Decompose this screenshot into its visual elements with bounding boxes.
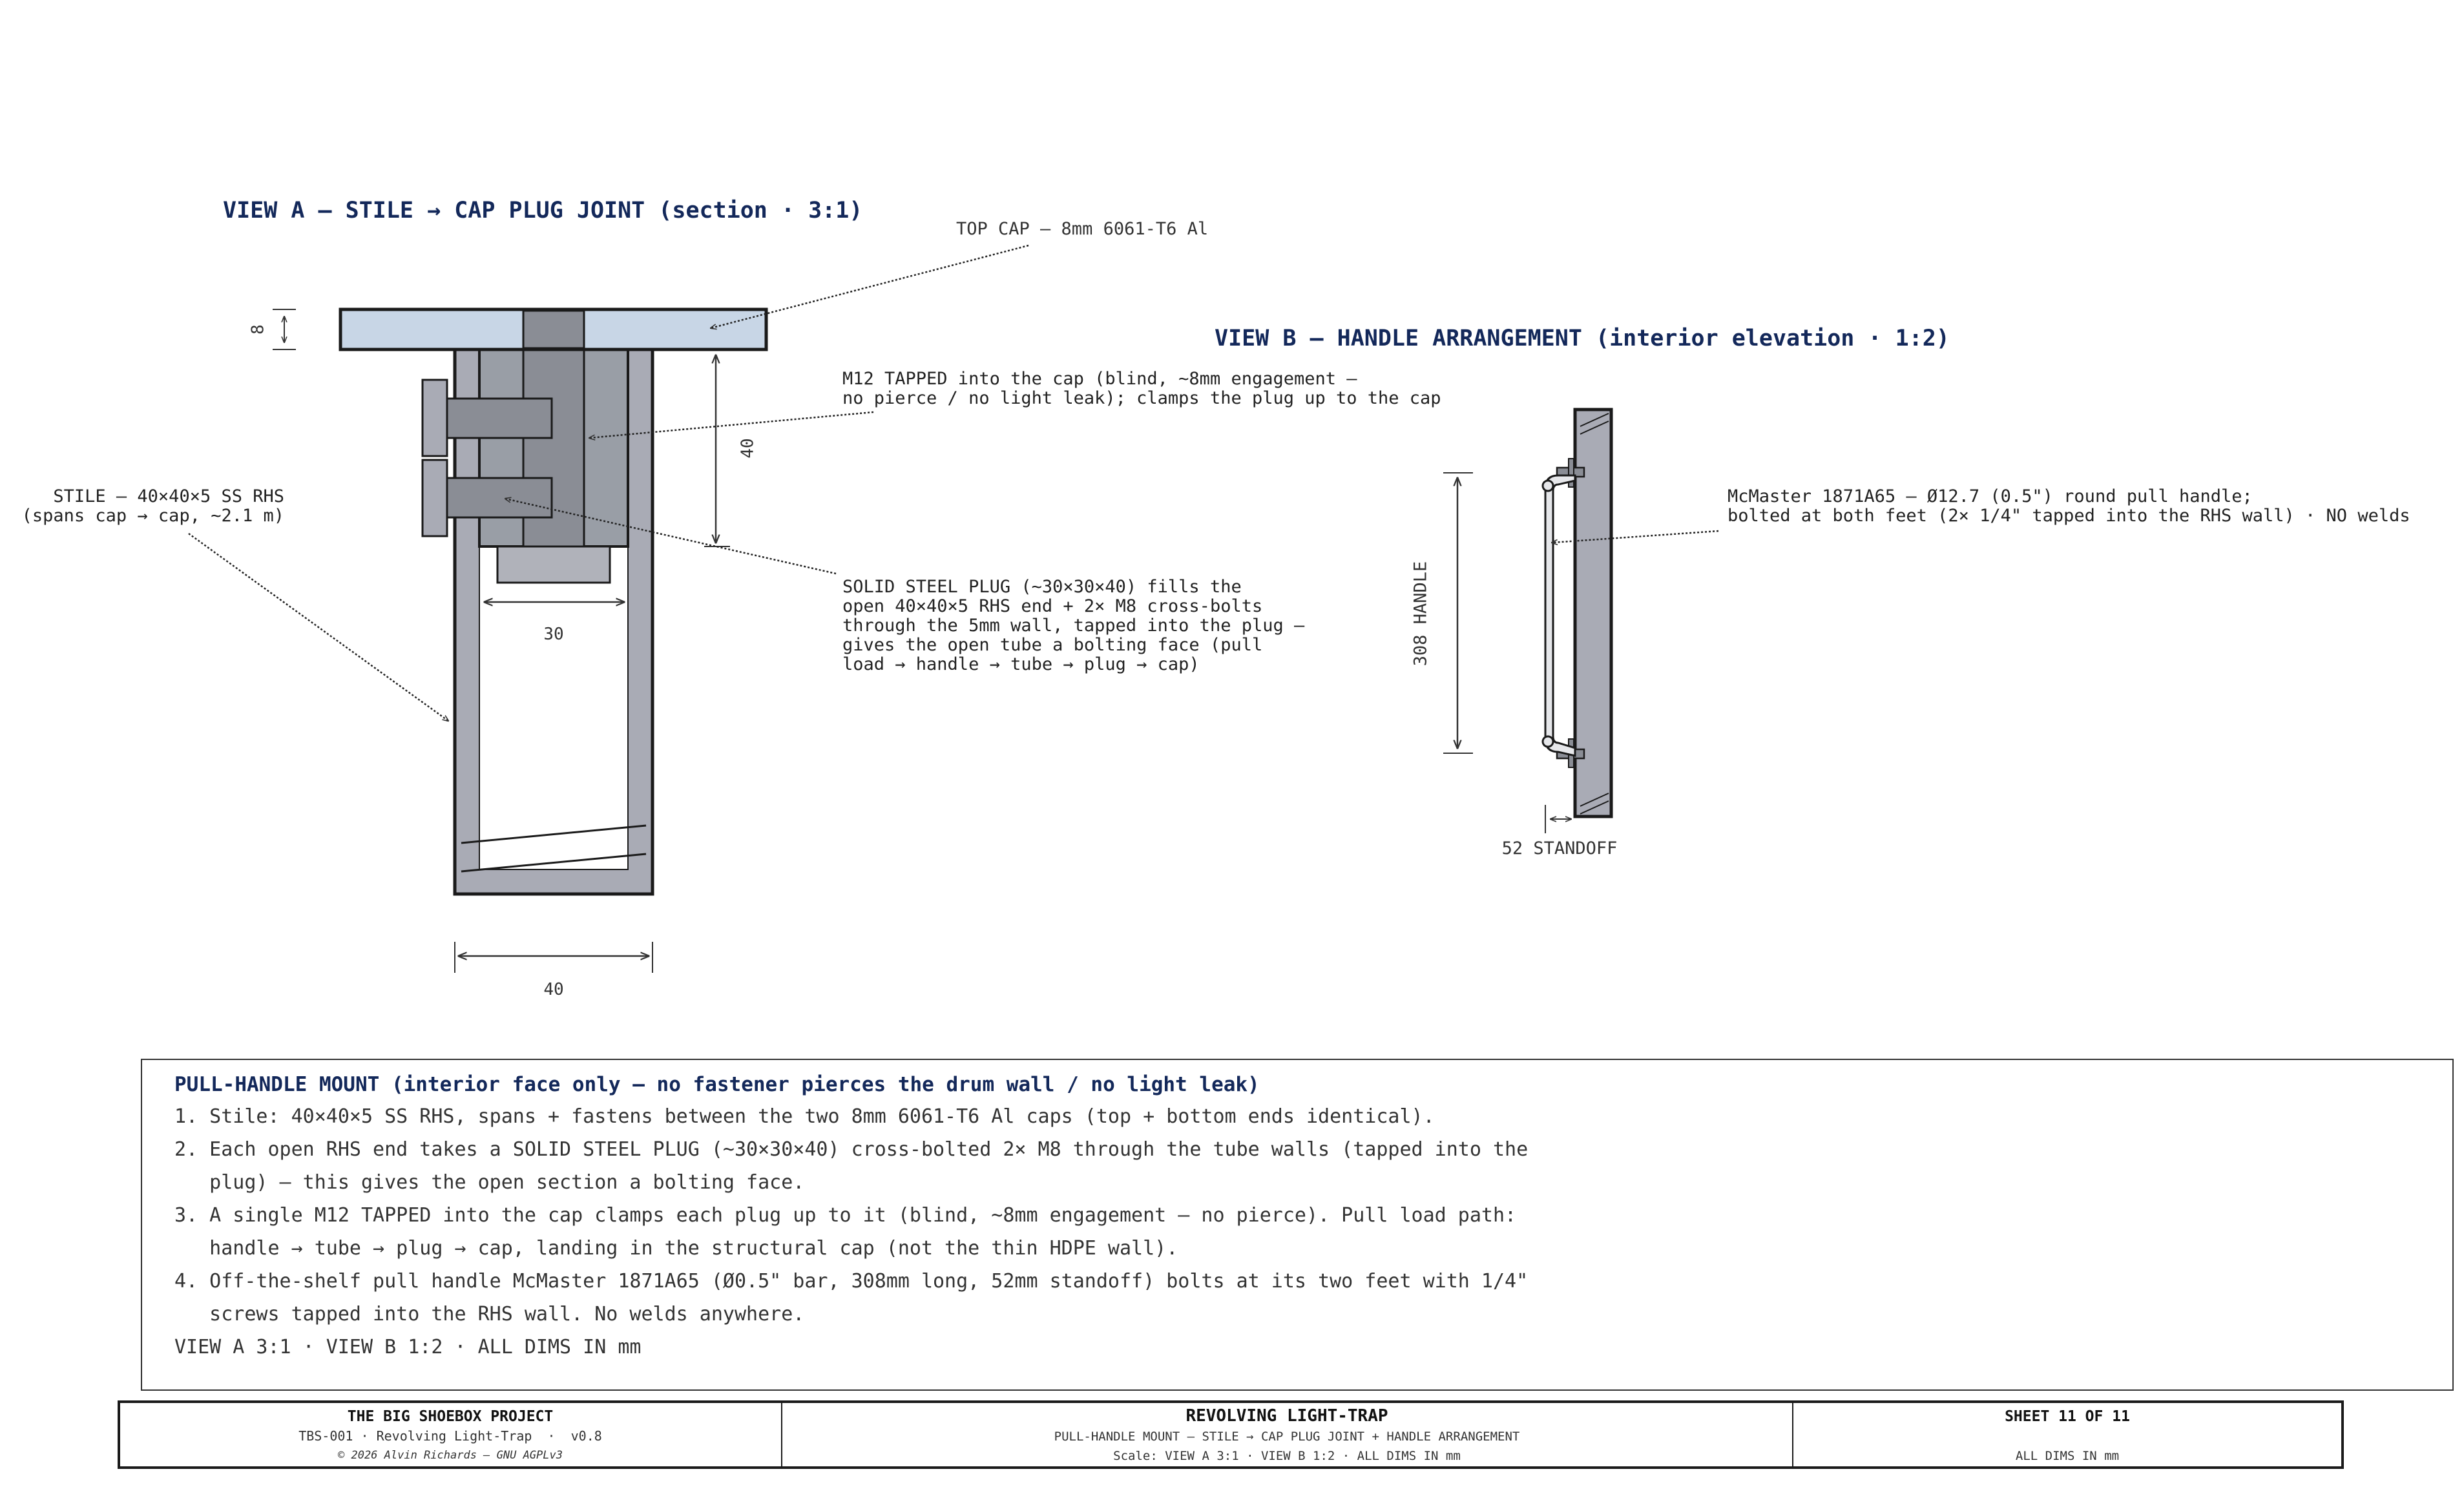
notes-line: 1. Stile: 40×40×5 SS RHS, spans + fastens between the two 8mm 6061-T6 Al caps (top + bottom ends identical).: [174, 1105, 1435, 1128]
dim-tube-width-value: 40: [543, 980, 564, 999]
view-b-title: VIEW B — HANDLE ARRANGEMENT (interior elevation · 1:2): [1215, 326, 1950, 351]
top-cap-label: TOP CAP — 8mm 6061-T6 Al: [956, 219, 1209, 239]
plug-note-line-5: load → handle → tube → plug → cap): [842, 654, 1200, 674]
m8-bolt-shank-upper: [447, 399, 552, 438]
tb-copyright: © 2026 Alvin Richards — GNU AGPLv3: [338, 1449, 563, 1462]
notes-line: 4. Off-the-shelf pull handle McMaster 1871A65 (Ø0.5" bar, 308mm long, 52mm standoff) bolts at its two feet with 1/4": [174, 1270, 1529, 1293]
notes-line: screws tapped into the RHS wall. No welds anywhere.: [174, 1303, 805, 1326]
notes-line: 3. A single M12 TAPPED into the cap clamps each plug up to it (blind, ~8mm engagement — no pierce). Pull load path:: [174, 1204, 1517, 1227]
notes-line: VIEW A 3:1 · VIEW B 1:2 · ALL DIMS IN mm: [174, 1336, 642, 1358]
handle-end-upper: [1543, 481, 1553, 491]
plug-note-line-2: open 40×40×5 RHS end + 2× M8 cross-bolts: [842, 596, 1263, 616]
pull-handle: [1545, 475, 1575, 756]
view-a-title: VIEW A — STILE → CAP PLUG JOINT (section · 3:1): [223, 198, 863, 224]
plug-note-line-1: SOLID STEEL PLUG (~30×30×40) fills the: [842, 577, 1242, 597]
plug-note-line-3: through the 5mm wall, tapped into the plug —: [842, 616, 1305, 636]
tb-subtitle: PULL-HANDLE MOUNT — STILE → CAP PLUG JOINT + HANDLE ARRANGEMENT: [1054, 1430, 1520, 1444]
notes-line: 2. Each open RHS end takes a SOLID STEEL PLUG (~30×30×40) cross-bolted 2× M8 through the tube walls (tapped into the: [174, 1138, 1529, 1161]
dim-standoff-value: 52 STANDOFF: [1501, 838, 1618, 858]
dim-cap-value: 8: [248, 324, 268, 335]
tb-sheet: SHEET 11 OF 11: [2005, 1408, 2130, 1425]
dim-plug-width-value: 30: [543, 625, 564, 644]
leader-stile: [189, 534, 448, 721]
m12-note-line-2: no pierce / no light leak); clamps the plug up to the cap: [842, 388, 1441, 408]
plug-note-line-4: gives the open tube a bolting face (pull: [842, 635, 1263, 655]
tb-title: REVOLVING LIGHT-TRAP: [1185, 1406, 1388, 1426]
title-block: [119, 1402, 2343, 1468]
notes-line: plug) — this gives the open section a bolting face.: [174, 1171, 805, 1194]
notes-line: handle → tube → plug → cap, landing in the structural cap (not the thin HDPE wall).: [174, 1237, 1178, 1260]
m8-bolt-head-lower: [423, 460, 447, 536]
plug-end-plate: [497, 546, 610, 583]
dim-handle-value: 308 HANDLE: [1410, 561, 1431, 667]
tb-scale: Scale: VIEW A 3:1 · VIEW B 1:2 · ALL DIMS IN mm: [1113, 1449, 1461, 1463]
handle-note-line-1: McMaster 1871A65 — Ø12.7 (0.5") round pull handle;: [1728, 486, 2253, 506]
stile-label-line-2: (spans cap → cap, ~2.1 m): [21, 506, 284, 526]
m12-note-line-1: M12 TAPPED into the cap (blind, ~8mm engagement —: [842, 369, 1357, 389]
m8-bolt-head-upper: [423, 380, 447, 456]
handle-note-line-2: bolted at both feet (2× 1/4" tapped into the RHS wall) · NO welds: [1728, 506, 2410, 526]
m12-bolt-in-cap: [523, 311, 584, 348]
tb-project: THE BIG SHOEBOX PROJECT: [347, 1408, 554, 1425]
notes-box: [141, 1059, 2453, 1390]
leader-top-cap: [711, 245, 1028, 328]
view-a: [22, 198, 1441, 999]
notes-heading: PULL-HANDLE MOUNT (interior face only — no fastener pierces the drum wall / no light leak): [174, 1073, 1260, 1096]
stile-label-line-1: STILE — 40×40×5 SS RHS: [53, 486, 284, 506]
m8-bolt-shank-lower: [447, 478, 552, 517]
dim-plug-height-value: 40: [738, 438, 758, 459]
tb-doc: TBS-001 · Revolving Light-Trap · v0.8: [298, 1428, 602, 1444]
tb-units: ALL DIMS IN mm: [2015, 1449, 2120, 1463]
handle-end-lower: [1543, 736, 1553, 747]
